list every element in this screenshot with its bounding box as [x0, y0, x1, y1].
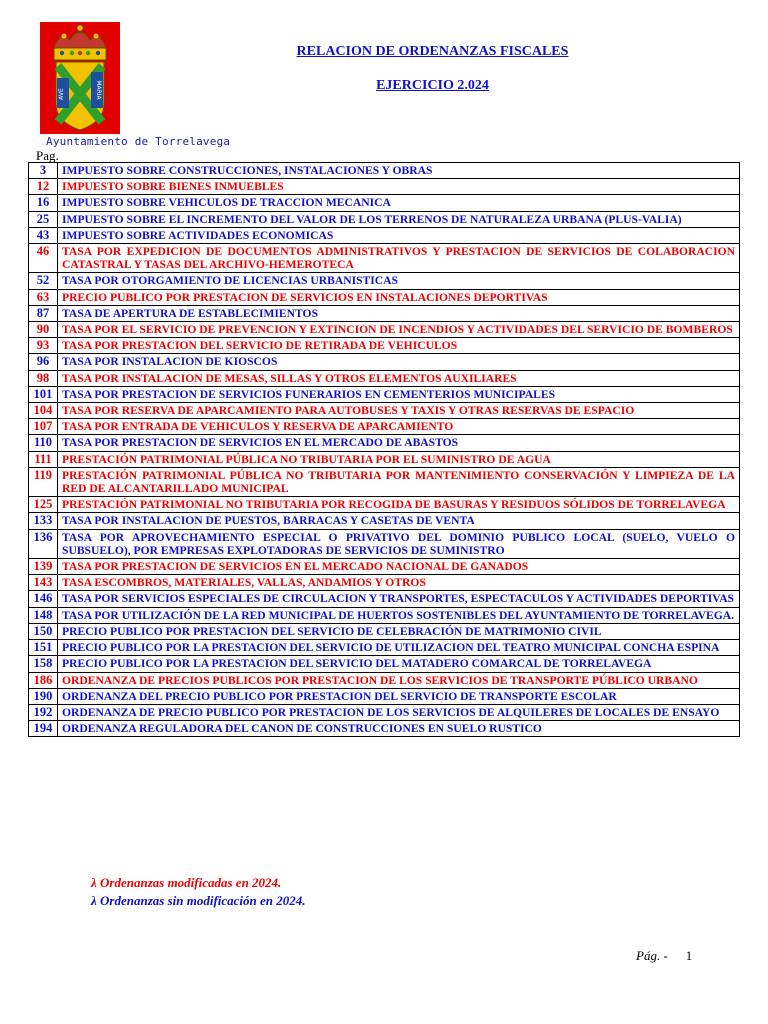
- table-row: [29, 497, 740, 513]
- ordinance-title-cell: PRECIO PUBLICO POR LA PRESTACION DEL SERVICIO DE UTILIZACION DEL TEATRO MUNICIPAL CONCHA ESPINA: [58, 640, 740, 656]
- page-number: 1: [685, 948, 693, 963]
- ordinance-title-cell: IMPUESTO SOBRE EL INCREMENTO DEL VALOR DE LOS TERRENOS DE NATURALEZA URBANA (PLUS-VALIA): [58, 211, 740, 227]
- page-number-cell: 25: [29, 211, 58, 227]
- table-row: [29, 435, 740, 451]
- table-row: [29, 195, 740, 211]
- table-row: [29, 451, 740, 467]
- page-number-cell: 12: [29, 179, 58, 195]
- table-row: [29, 640, 740, 656]
- table-row: [29, 672, 740, 688]
- legend-modified: λ Ordenanzas modificadas en 2024.: [91, 875, 282, 890]
- ordinance-title-cell: TASA DE APERTURA DE ESTABLECIMIENTOS: [58, 305, 740, 321]
- document-subtitle: EJERCICIO 2.024: [376, 78, 489, 93]
- table-row: [29, 211, 740, 227]
- table-row: [29, 575, 740, 591]
- page-number-cell: 139: [29, 559, 58, 575]
- ordinance-title-cell: TASA POR UTILIZACIÓN DE LA RED MUNICIPAL DE HUERTOS SOSTENIBLES DEL AYUNTAMIENTO DE TORRELAVEGA.: [58, 607, 740, 623]
- page-number-cell: 87: [29, 305, 58, 321]
- table-row: [29, 322, 740, 338]
- ordinance-title-cell: IMPUESTO SOBRE CONSTRUCCIONES, INSTALACIONES Y OBRAS: [58, 163, 740, 179]
- page-number-cell: 146: [29, 591, 58, 607]
- table-row: [29, 289, 740, 305]
- ordinance-title-cell: ORDENANZA DE PRECIO PUBLICO POR PRESTACION DE LOS SERVICIOS DE ALQUILERES DE LOCALES DE ENSAYO: [58, 704, 740, 720]
- ordinance-title-cell: PRECIO PUBLICO POR LA PRESTACION DEL SERVICIO DEL MATADERO COMARCAL DE TORRELAVEGA: [58, 656, 740, 672]
- ordinance-title-cell: TASA POR OTORGAMIENTO DE LICENCIAS URBANISTICAS: [58, 273, 740, 289]
- ordinance-title-cell: TASA POR EXPEDICION DE DOCUMENTOS ADMINISTRATIVOS Y PRESTACION DE SERVICIOS DE COLABORACION CATASTRAL Y TASAS DEL ARCHIVO-HEMEROTECA: [58, 244, 740, 273]
- table-row: [29, 227, 740, 243]
- table-row: [29, 338, 740, 354]
- page-footer: [636, 948, 692, 964]
- ordinance-title-cell: PRECIO PUBLICO POR PRESTACION DE SERVICIOS EN INSTALACIONES DEPORTIVAS: [58, 289, 740, 305]
- page-number-cell: 93: [29, 338, 58, 354]
- table-row: [29, 386, 740, 402]
- table-row: [29, 370, 740, 386]
- page-number-cell: 136: [29, 529, 58, 558]
- table-row: [29, 656, 740, 672]
- page-number-cell: 190: [29, 688, 58, 704]
- page-number-cell: 43: [29, 227, 58, 243]
- page-label: Pág. -: [636, 948, 668, 963]
- table-row: [29, 244, 740, 273]
- table-row: [29, 559, 740, 575]
- document-title: RELACION DE ORDENANZAS FISCALES: [296, 44, 569, 59]
- ordinance-title-cell: IMPUESTO SOBRE BIENES INMUEBLES: [58, 179, 740, 195]
- ordinance-title-cell: TASA POR INSTALACION DE MESAS, SILLAS Y OTROS ELEMENTOS AUXILIARES: [58, 370, 740, 386]
- table-row: [29, 623, 740, 639]
- ordinance-title-cell: TASA POR PRESTACION DE SERVICIOS EN EL MERCADO DE ABASTOS: [58, 435, 740, 451]
- ordinance-title-cell: TASA POR EL SERVICIO DE PREVENCION Y EXTINCION DE INCENDIOS Y ACTIVIDADES DEL SERVICIO DE BOMBEROS: [58, 322, 740, 338]
- coat-of-arms-logo: [40, 22, 120, 134]
- organization-name: Ayuntamiento de Torrelavega: [46, 135, 231, 148]
- table-row: [29, 305, 740, 321]
- table-row: [29, 403, 740, 419]
- page-number-cell: 96: [29, 354, 58, 370]
- page-number-cell: 107: [29, 419, 58, 435]
- page-number-cell: 3: [29, 163, 58, 179]
- table-row: [29, 529, 740, 558]
- ordinance-title-cell: PRESTACIÓN PATRIMONIAL PÚBLICA NO TRIBUTARIA POR MANTENIMIENTO CONSERVACIÓN Y LIMPIEZA DE LA RED DE ALCANTARILLADO MUNICIPAL: [58, 467, 740, 496]
- ordinance-title-cell: ORDENANZA DEL PRECIO PUBLICO POR PRESTACION DEL SERVICIO DE TRANSPORTE ESCOLAR: [58, 688, 740, 704]
- ordinance-title-cell: TASA POR ENTRADA DE VEHICULOS Y RESERVA DE APARCAMIENTO: [58, 419, 740, 435]
- page-number-cell: 110: [29, 435, 58, 451]
- ordinance-title-cell: PRECIO PUBLICO POR PRESTACION DEL SERVICIO DE CELEBRACIÓN DE MATRIMONIO CIVIL: [58, 623, 740, 639]
- page-number-cell: 150: [29, 623, 58, 639]
- page-number-cell: 104: [29, 403, 58, 419]
- ordinance-title-cell: TASA POR INSTALACION DE PUESTOS, BARRACAS Y CASETAS DE VENTA: [58, 513, 740, 529]
- table-row: [29, 163, 740, 179]
- ordinance-title-cell: PRESTACIÓN PATRIMONIAL NO TRIBUTARIA POR RECOGIDA DE BASURAS Y RESIDUOS SÓLIDOS DE TORRELAVEGA: [58, 497, 740, 513]
- table-row: [29, 354, 740, 370]
- crest-text-right: MARIA: [95, 80, 102, 100]
- ordinance-title-cell: TASA POR APROVECHAMIENTO ESPECIAL O PRIVATIVO DEL DOMINIO PUBLICO LOCAL (SUELO, VUELO O SUBSUELO), POR EMPRESAS EXPLOTADORAS DE SERVICIOS DE SUMINISTRO: [58, 529, 740, 558]
- table-row: [29, 513, 740, 529]
- page-number-cell: 125: [29, 497, 58, 513]
- ordinance-title-cell: ORDENANZA DE PRECIOS PUBLICOS POR PRESTACION DE LOS SERVICIOS DE TRANSPORTE PÚBLICO URBANO: [58, 672, 740, 688]
- table-row: [29, 179, 740, 195]
- table-row: [29, 688, 740, 704]
- page-number-cell: 98: [29, 370, 58, 386]
- page-number-cell: 111: [29, 451, 58, 467]
- ordinances-table-body: [29, 163, 740, 737]
- ordinance-title-cell: IMPUESTO SOBRE ACTIVIDADES ECONOMICAS: [58, 227, 740, 243]
- ordinance-title-cell: IMPUESTO SOBRE VEHICULOS DE TRACCION MECANICA: [58, 195, 740, 211]
- table-row: [29, 591, 740, 607]
- page-number-cell: 143: [29, 575, 58, 591]
- page-number-cell: 16: [29, 195, 58, 211]
- page-number-cell: 148: [29, 607, 58, 623]
- page-number-cell: 119: [29, 467, 58, 496]
- page-number-cell: 46: [29, 244, 58, 273]
- page-number-cell: 52: [29, 273, 58, 289]
- crest-text-left: AVE: [58, 88, 65, 100]
- ordinance-title-cell: TASA ESCOMBROS, MATERIALES, VALLAS, ANDAMIOS Y OTROS: [58, 575, 740, 591]
- page-column-label: Pag.: [36, 148, 59, 163]
- page-number-cell: 151: [29, 640, 58, 656]
- ordinance-title-cell: TASA POR SERVICIOS ESPECIALES DE CIRCULACION Y TRANSPORTES, ESPECTACULOS Y ACTIVIDADES DEPORTIVAS: [58, 591, 740, 607]
- ordinance-title-cell: PRESTACIÓN PATRIMONIAL PÚBLICA NO TRIBUTARIA POR EL SUMINISTRO DE AGUA: [58, 451, 740, 467]
- page-number-cell: 186: [29, 672, 58, 688]
- page-number-cell: 90: [29, 322, 58, 338]
- ordinances-table: [28, 162, 740, 737]
- page-number-cell: 63: [29, 289, 58, 305]
- legend-unmodified: λ Ordenanzas sin modificación en 2024.: [91, 893, 306, 908]
- table-row: [29, 467, 740, 496]
- ordinance-title-cell: ORDENANZA REGULADORA DEL CANON DE CONSTRUCCIONES EN SUELO RUSTICO: [58, 721, 740, 737]
- table-row: [29, 721, 740, 737]
- table-row: [29, 607, 740, 623]
- table-row: [29, 273, 740, 289]
- ordinance-title-cell: TASA POR PRESTACION DE SERVICIOS EN EL MERCADO NACIONAL DE GANADOS: [58, 559, 740, 575]
- ordinance-title-cell: TASA POR INSTALACION DE KIOSCOS: [58, 354, 740, 370]
- page-number-cell: 158: [29, 656, 58, 672]
- table-row: [29, 419, 740, 435]
- ordinance-title-cell: TASA POR RESERVA DE APARCAMIENTO PARA AUTOBUSES Y TAXIS Y OTRAS RESERVAS DE ESPACIO: [58, 403, 740, 419]
- page-number-cell: 133: [29, 513, 58, 529]
- page-number-cell: 101: [29, 386, 58, 402]
- ordinance-title-cell: TASA POR PRESTACION DEL SERVICIO DE RETIRADA DE VEHICULOS: [58, 338, 740, 354]
- page-number-cell: 192: [29, 704, 58, 720]
- page-number-cell: 194: [29, 721, 58, 737]
- ordinance-title-cell: TASA POR PRESTACION DE SERVICIOS FUNERARIOS EN CEMENTERIOS MUNICIPALES: [58, 386, 740, 402]
- table-row: [29, 704, 740, 720]
